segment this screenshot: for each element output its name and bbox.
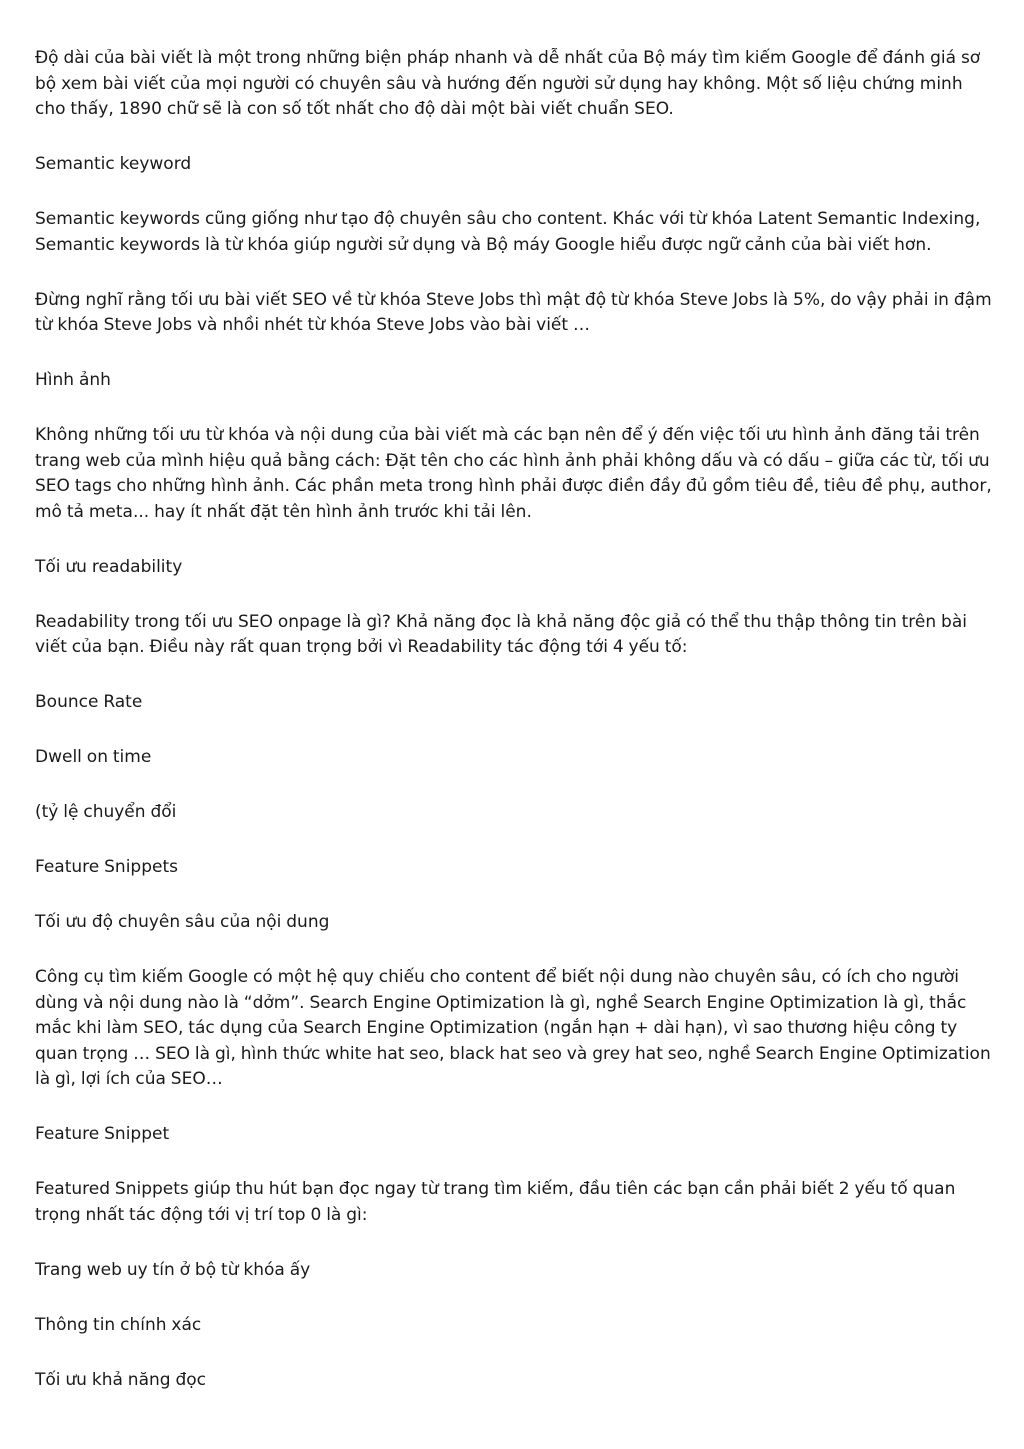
paragraph-content-depth: Công cụ tìm kiếm Google có một hệ quy chiếu cho content để biết nội dung nào chuyên sâu, có ích cho người dùng và nội dung nào là “dởm”. Search Engine Optimization là gì, nghề Search Engine Optimization là gì, thắc mắc khi làm SEO, tác dụng của Search Engine Optimization (ngắn hạn + dài hạn), vì sao thương hiệu công ty quan trọng … SEO là gì, hình thức white hat seo, black hat seo và grey hat seo, nghề Search Engine Optimization là gì, lợi ích của SEO… <box>35 967 991 1089</box>
heading-readability: Tối ưu readability <box>35 556 183 577</box>
paragraph-image-optimization: Không những tối ưu từ khóa và nội dung của bài viết mà các bạn nên để ý đến việc tối ưu hình ảnh đăng tải trên trang web của mình hiệu quả bằng cách: Đặt tên cho các hình ảnh phải không dấu và có dấu – giữa các từ, tối ưu SEO tags cho những hình ảnh. Các phần meta trong hình phải được điền đầy đủ gồm tiêu đề, tiêu đề phụ, author, mô tả meta... hay ít nhất đặt tên hình ảnh trước khi tải lên. <box>35 425 992 522</box>
list-item-accurate-info: Thông tin chính xác <box>35 1314 202 1335</box>
list-item-conversion-rate: (tỷ lệ chuyển đổi <box>35 802 177 822</box>
heading-feature-snippet: Feature Snippet <box>35 1124 170 1144</box>
paragraph-featured-snippets: Featured Snippets giúp thu hút bạn đọc ngay từ trang tìm kiếm, đầu tiên các bạn cần phải biết 2 yếu tố quan trọng nhất tác động tới vị trí top 0 là gì: <box>35 1179 956 1225</box>
list-item-bounce-rate: Bounce Rate <box>35 692 143 712</box>
paragraph-readability: Readability trong tối ưu SEO onpage là gì? Khả năng đọc là khả năng độc giả có thể thu thập thông tin trên bài viết của bạn. Điều này rất quan trọng bởi vì Readability tác động tới 4 yếu tố: <box>35 611 967 657</box>
list-item-feature-snippets: Feature Snippets <box>35 857 178 877</box>
paragraph-semantic-keywords: Semantic keywords cũng giống như tạo độ chuyên sâu cho content. Khác với từ khóa Latent Semantic Indexing, Semantic keywords là từ khóa giúp người sử dụng và Bộ máy Google hiểu được ngữ cảnh của bài viết hơn. <box>35 209 981 255</box>
list-item-trusted-site: Trang web uy tín ở bộ từ khóa ấy <box>35 1259 311 1280</box>
heading-images: Hình ảnh <box>35 370 111 390</box>
list-item-dwell-time: Dwell on time <box>35 747 152 767</box>
list-item-readability: Tối ưu khả năng đọc <box>35 1369 207 1390</box>
heading-content-depth: Tối ưu độ chuyên sâu của nội dung <box>35 912 330 932</box>
heading-semantic-keyword: Semantic keyword <box>35 154 192 174</box>
paragraph-article-length: Độ dài của bài viết là một trong những biện pháp nhanh và dễ nhất của Bộ máy tìm kiếm Google để đánh giá sơ bộ xem bài viết của mọi người có chuyên sâu và hướng đến người sử dụng hay không. Một số liệu chứng minh cho thấy, 1890 chữ sẽ là con số tốt nhất cho độ dài một bài viết chuẩn SEO. <box>35 48 981 119</box>
paragraph-keyword-density: Đừng nghĩ rằng tối ưu bài viết SEO về từ khóa Steve Jobs thì mật độ từ khóa Steve Jobs là 5%, do vậy phải in đậm từ khóa Steve Jobs và nhồi nhét từ khóa Steve Jobs vào bài viết … <box>35 289 992 335</box>
document-body <box>35 46 995 1423</box>
